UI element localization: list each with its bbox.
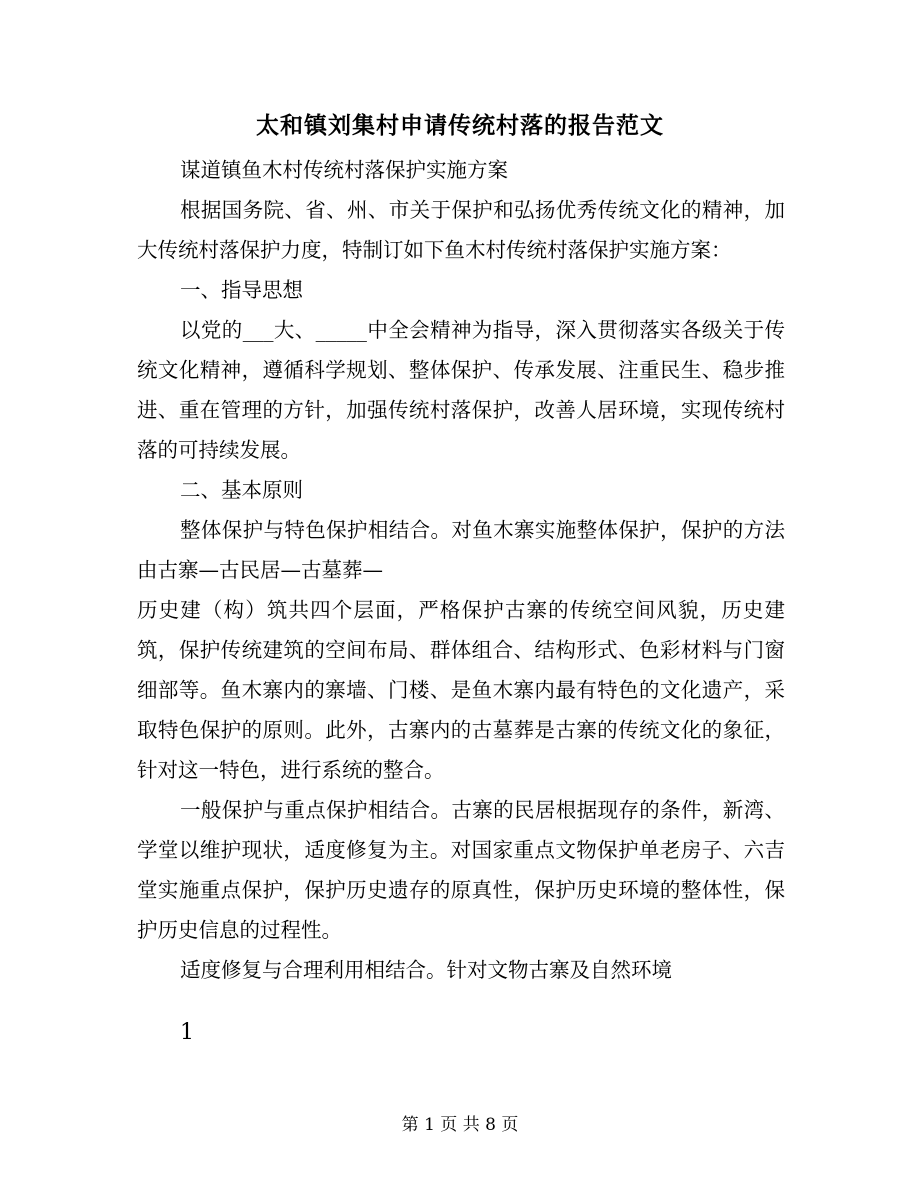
paragraph: 谋道镇鱼木村传统村落保护实施方案 (180, 158, 508, 182)
paragraph: 适度修复与合理利用相结合。针对文物古寨及自然环境 (180, 958, 672, 982)
document-title: 太和镇刘集村申请传统村落的报告范文 (256, 112, 664, 139)
paragraph: 整体保护与特色保护相结合。对鱼木寨实施整体保护，保护的方法由古寨—古民居—古墓葬— (137, 518, 785, 582)
section-heading: 一、指导思想 (180, 278, 303, 302)
page-mark: 1 (180, 1020, 194, 1045)
paragraph: 以党的___大、_____中全会精神为指导，深入贯彻落实各级关于传统文化精神，遵循科学规划、整体保护、传承发展、注重民生、稳步推进、重在管理的方针，加强传统村落保护，改善人居环境，实现传统村落的可持续发展。 (137, 318, 785, 462)
paragraph: 一般保护与重点保护相结合。古寨的民居根据现存的条件，新湾、学堂以维护现状，适度修复为主。对国家重点文物保护单老房子、六吉堂实施重点保护，保护历史遗存的原真性，保护历史环境的整体性，保护历史信息的过程性。 (137, 798, 785, 942)
section-heading: 二、基本原则 (180, 478, 303, 502)
document-body (137, 150, 785, 990)
page-footer: 第 1 页 共 8 页 (401, 1115, 519, 1135)
paragraph: 历史建（构）筑共四个层面，严格保护古寨的传统空间风貌，历史建筑，保护传统建筑的空间布局、群体组合、结构形式、色彩材料与门窗细部等。鱼木寨内的寨墙、门楼、是鱼木寨内最有特色的文化遗产，采取特色保护的原则。此外，古寨内的古墓葬是古寨的传统文化的象征，针对这一特色，进行系统的整合。 (137, 598, 785, 782)
paragraph: 根据国务院、省、州、市关于保护和弘扬优秀传统文化的精神，加大传统村落保护力度，特制订如下鱼木村传统村落保护实施方案： (137, 198, 785, 262)
